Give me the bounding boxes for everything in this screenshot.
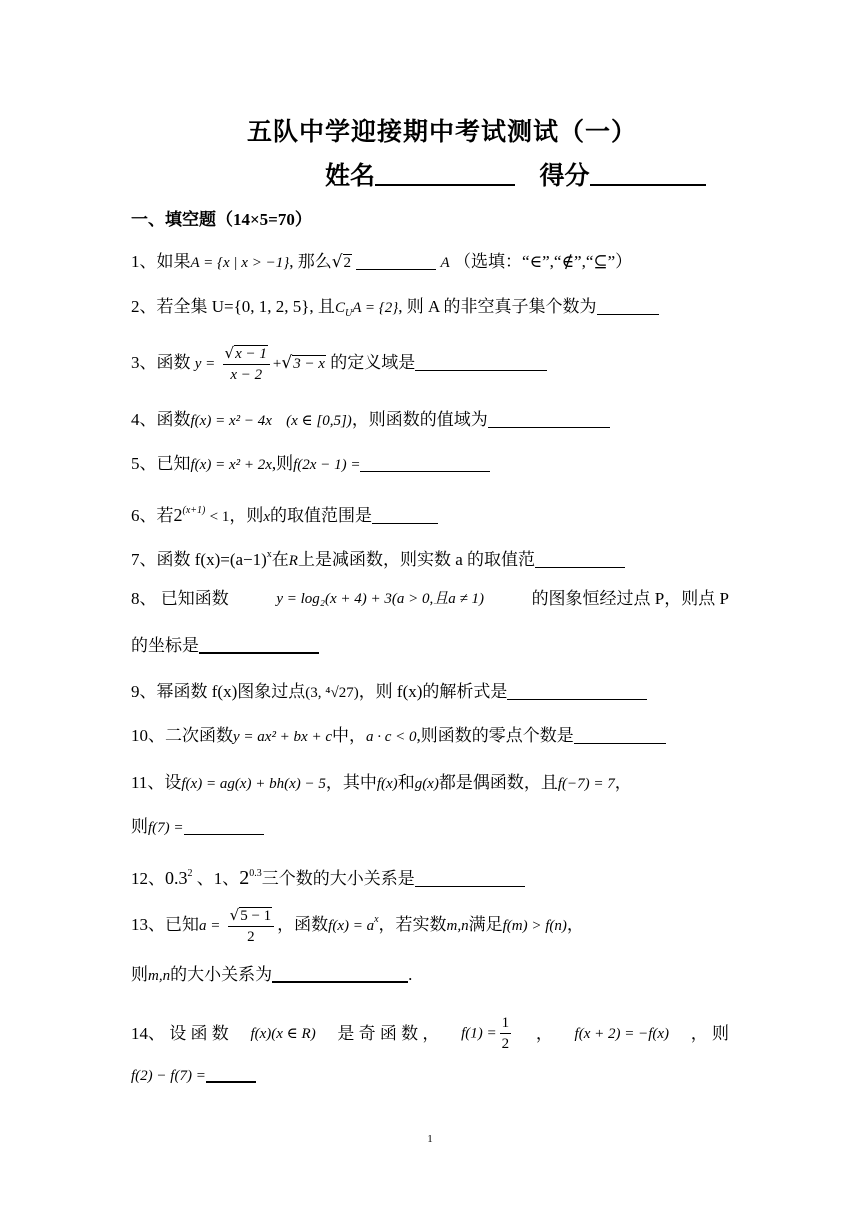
answer-blank[interactable]	[360, 453, 490, 472]
answer-blank[interactable]	[415, 868, 525, 887]
answer-blank[interactable]	[199, 634, 319, 654]
name-blank[interactable]	[375, 158, 515, 186]
question-12: 12、$0.3^2$ 、1、$2^{0.3}$三个数的大小关系是	[131, 859, 525, 894]
exam-title: 五队中学迎接期中考试测试（一）	[246, 119, 637, 146]
answer-blank[interactable]	[574, 725, 666, 744]
question-3: 3、函数 y = $\frac{√x - 1}{x - 2}$ +√3 − x 的定义域是	[131, 343, 547, 385]
name-score-row	[325, 156, 706, 192]
question-9: 9、幂函数 f(x)图象过点(3, ⁴√27)，则 f(x)的解析式是	[131, 677, 647, 708]
score-label: 得分	[539, 163, 590, 190]
question-7: 7、函数 $f(x)=(a-1)^x$在R上是减函数，则实数 a 的取值范	[131, 540, 625, 576]
question-14-line2: f(2) − f(7) =	[131, 1060, 256, 1091]
question-13-line2: 则m,n的大小关系为 .	[131, 965, 413, 984]
score-blank[interactable]	[590, 158, 706, 186]
answer-blank[interactable]	[206, 1063, 256, 1083]
page-number: 1	[427, 1133, 433, 1145]
section-heading: 一、填空题（14×5=70）	[131, 210, 312, 229]
question-5: 5、已知f(x) = x² + 2x,则f(2x − 1) =	[131, 449, 490, 480]
question-6: 6、若$2^{(x+1)} < 1$，则x的取值范围是	[131, 496, 438, 532]
question-13: 13、已知a = $\frac{√5 - 1}{2}$ ，函数$f(x) = a^x$，若实数m,n满足f(m) > f(n)，	[131, 906, 584, 946]
question-14: 14、 设 函 数 f(x)(x ∈ R) 是 奇 函 数 ， f(1) = $\frac{1}{2}$ ， f(x + 2) = −f(x) ， 则	[131, 1015, 729, 1052]
question-1: 1、如果A = {x | x > −1}, 那么√2 A （选填：“∈”,“∉”,“⊆”）	[131, 252, 633, 272]
answer-blank[interactable]	[488, 409, 610, 428]
question-11-line2: 则f(7) =	[131, 812, 264, 843]
fraction: $\frac{√x - 1}{x - 2}$	[223, 343, 270, 385]
question-11: 11、设f(x) = ag(x) + bh(x) − 5，其中f(x)和g(x)都是偶函数，且f(−7) = 7，	[131, 773, 632, 792]
answer-blank[interactable]	[507, 681, 647, 700]
name-label: 姓名	[325, 163, 376, 190]
question-4: 4、函数f(x) = x² − 4x (x ∈ [0,5])，则函数的值域为	[131, 405, 610, 436]
answer-blank[interactable]	[372, 505, 438, 524]
answer-blank[interactable]	[356, 251, 436, 270]
answer-blank[interactable]	[597, 296, 659, 315]
fraction: $\frac{1}{2}$	[501, 1015, 510, 1052]
question-8-line2: 的坐标是	[131, 631, 319, 661]
question-10: 10、二次函数y = ax² + bx + c中，a · c < 0,则函数的零点个数是	[131, 721, 666, 752]
answer-blank[interactable]	[272, 963, 408, 983]
question-8: 8、 已知函数 y = log₂(x + 4) + 3(a > 0,且a ≠ 1) 的图象恒经过点 P，则点 P	[131, 589, 729, 608]
answer-blank[interactable]	[184, 816, 264, 835]
answer-blank[interactable]	[415, 352, 547, 371]
question-2: 2、若全集 U={0, 1, 2, 5}, 且$C_UA = \{2\}$, 则 A 的非空真子集个数为	[131, 292, 659, 329]
answer-blank[interactable]	[535, 549, 625, 568]
fraction: $\frac{√5 - 1}{2}$	[228, 905, 275, 947]
